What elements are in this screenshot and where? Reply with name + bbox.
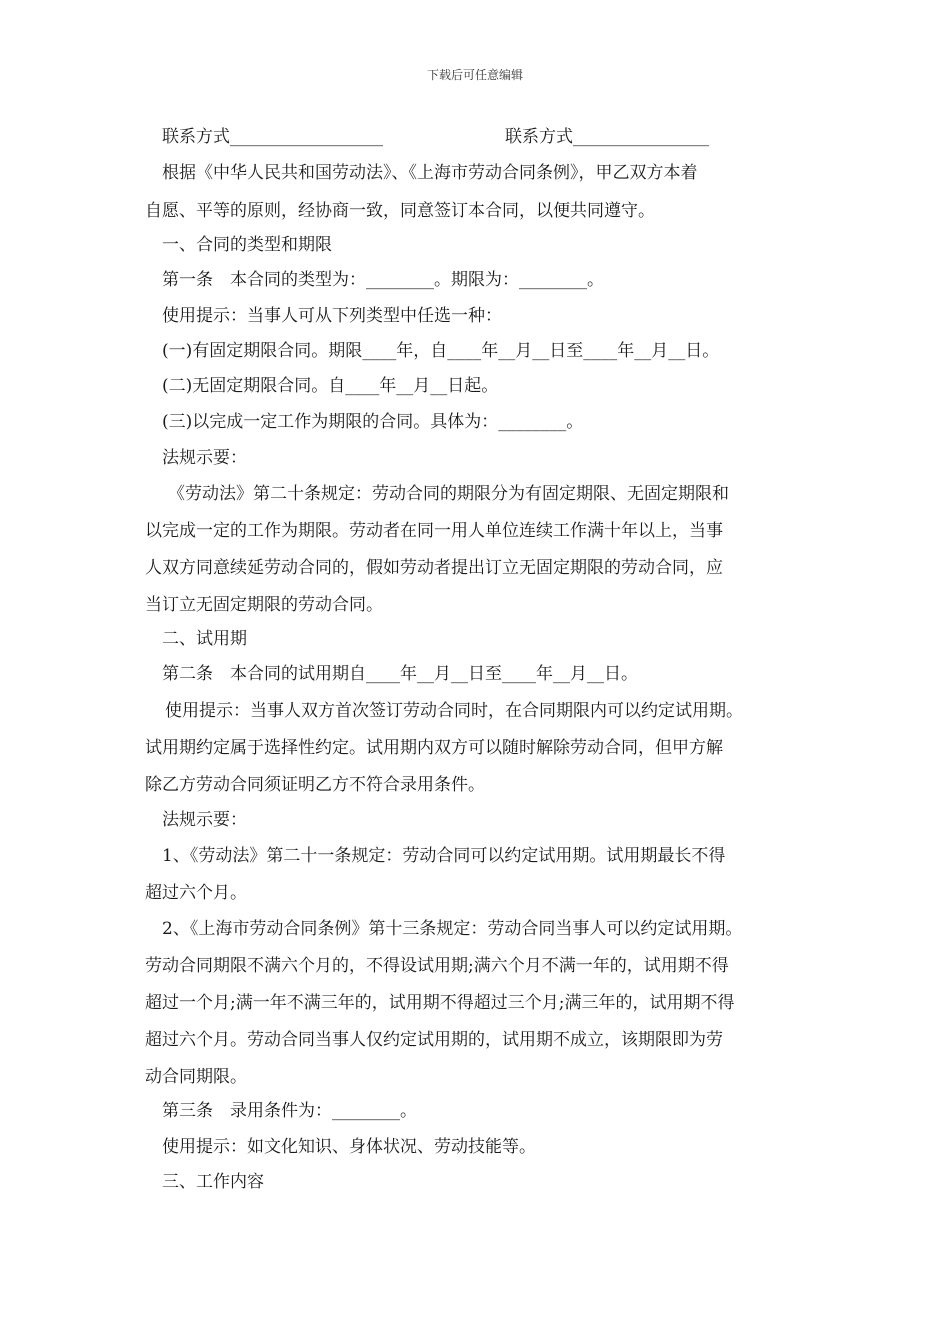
- contact-right: 联系方式________________: [505, 127, 709, 147]
- header-note: 下载后可任意编辑: [426, 68, 523, 82]
- law-heading: 法规示要：: [162, 810, 247, 830]
- paragraph-line: 当订立无固定期限的劳动合同。: [145, 595, 383, 615]
- paragraph-line: 动合同期限。: [145, 1067, 247, 1087]
- option-line: (一)有固定期限合同。期限____年，自____年__月__日至____年__月__日。: [162, 341, 720, 361]
- paragraph-line: 1、《劳动法》第二十一条规定：劳动合同可以约定试用期。试用期最长不得: [162, 846, 726, 866]
- paragraph-line: 人双方同意续延劳动合同的，假如劳动者提出订立无固定期限的劳动合同，应: [145, 558, 723, 578]
- clause-line: 第一条 本合同的类型为：________。期限为：________。: [162, 270, 604, 290]
- law-heading: 法规示要：: [162, 448, 247, 468]
- clause-line: 第三条 录用条件为：________。: [162, 1101, 417, 1121]
- paragraph-line: 超过一个月;满一年不满三年的，试用期不得超过三个月;满三年的，试用期不得: [145, 993, 735, 1013]
- section-heading: 二、试用期: [162, 629, 247, 649]
- paragraph-line: 超过六个月。: [145, 883, 247, 903]
- paragraph-line: 试用期约定属于选择性约定。试用期内双方可以随时解除劳动合同，但甲方解: [145, 738, 723, 758]
- paragraph-line: 自愿、平等的原则，经协商一致，同意签订本合同，以便共同遵守。: [145, 201, 655, 221]
- option-line: (二)无固定期限合同。自____年__月__日起。: [162, 376, 499, 396]
- clause-line: 第二条 本合同的试用期自____年__月__日至____年__月__日。: [162, 664, 638, 684]
- paragraph-line: 2、《上海市劳动合同条例》第十三条规定：劳动合同当事人可以约定试用期。: [162, 919, 743, 939]
- section-heading: 一、合同的类型和期限: [162, 235, 332, 255]
- section-heading: 三、工作内容: [162, 1172, 264, 1192]
- paragraph-line: 劳动合同期限不满六个月的，不得设试用期;满六个月不满一年的，试用期不得: [145, 956, 729, 976]
- option-line: (三)以完成一定工作为期限的合同。具体为：________。: [162, 412, 584, 432]
- paragraph-line: 以完成一定的工作为期限。劳动者在同一用人单位连续工作满十年以上，当事: [145, 521, 723, 541]
- hint-line: 使用提示：如文化知识、身体状况、劳动技能等。: [162, 1137, 536, 1157]
- paragraph-line: 超过六个月。劳动合同当事人仅约定试用期的，试用期不成立，该期限即为劳: [145, 1030, 723, 1050]
- paragraph-line: 使用提示：当事人双方首次签订劳动合同时，在合同期限内可以约定试用期。: [165, 701, 743, 721]
- hint-line: 使用提示：当事人可从下列类型中任选一种：: [162, 306, 502, 326]
- paragraph-line: 除乙方劳动合同须证明乙方不符合录用条件。: [145, 775, 485, 795]
- contact-left: 联系方式__________________: [162, 127, 383, 147]
- paragraph-line: 《劳动法》第二十条规定：劳动合同的期限分为有固定期限、无固定期限和: [168, 484, 729, 504]
- paragraph-line: 根据《中华人民共和国劳动法》、《上海市劳动合同条例》，甲乙双方本着: [162, 163, 698, 183]
